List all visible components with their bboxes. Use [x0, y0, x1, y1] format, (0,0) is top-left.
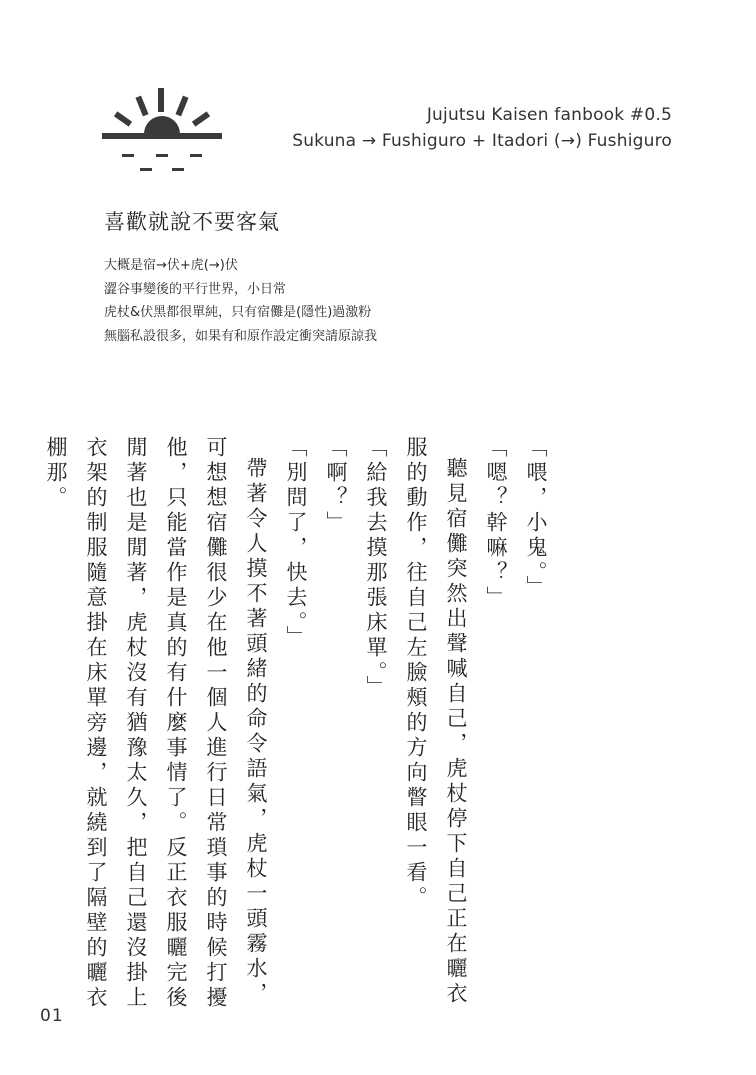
sunrise-icon — [100, 86, 224, 176]
summary-notes — [104, 254, 377, 348]
header-series: Jujutsu Kaisen fanbook #0.5 — [426, 105, 672, 125]
chapter-title: 喜歡就說不要客氣 — [104, 210, 280, 234]
story-paragraph: 「喂，小鬼。」 — [524, 436, 548, 601]
story-paragraph: 「嗯？幹嘛？」 — [484, 436, 508, 611]
header-pairing: Sukuna → Fushiguro + Itadori (→) Fushiguro — [292, 131, 672, 151]
story-text — [36, 436, 556, 1016]
story-paragraph: 聽見宿儺突然出聲喊自己，虎杖停下自己正在曬衣服的動作，往自己左臉頰的方向瞥眼一看。 — [404, 436, 468, 1007]
summary-line: 虎杖&伏黑都很單純，只有宿儺是(隱性)過激粉 — [104, 305, 372, 320]
story-paragraph: 「啊？」 — [324, 436, 348, 536]
book-header — [292, 102, 672, 154]
page-number: 01 — [40, 1006, 64, 1026]
summary-line: 無腦私設很多，如果有和原作設定衝突請原諒我 — [104, 328, 378, 344]
story-paragraph: 「給我去摸那張床單。」 — [364, 436, 388, 701]
summary-line: 澀谷事變後的平行世界，小日常 — [104, 281, 287, 297]
summary-line: 大概是宿→伏+虎(→)伏 — [104, 258, 238, 273]
story-paragraph: 帶著令人摸不著頭緒的命令語氣，虎杖一頭霧水，可想想宿儺很少在他一個人進行日常瑣事的時候打擾他，只能當作是真的有什麼事情了。反正衣服曬完後閒著也是閒著，虎杖沒有猶豫太久，把自己還沒掛上衣架的制服隨意掛在床單旁邊，就繞到了隔壁的曬衣棚那。 — [44, 436, 268, 1011]
story-paragraph: 「別問了，快去。」 — [284, 436, 308, 651]
